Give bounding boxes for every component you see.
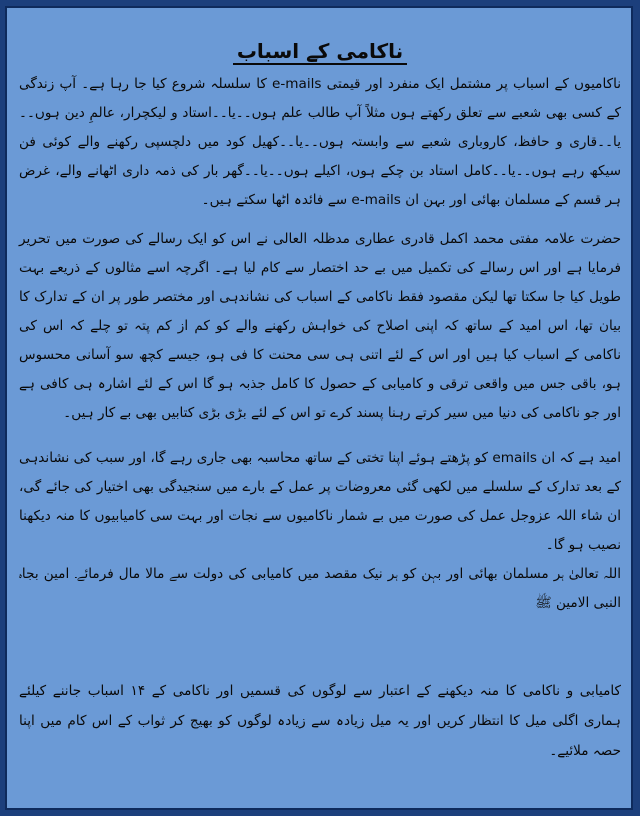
page-frame — [5, 6, 633, 810]
document-title — [19, 38, 621, 64]
prayer-paragraph: اللہ تعالیٰ ہر مسلمان بھائی اور بہن کو ہر نیک مقصد میں کامیابی کی دولت سے مالا مال فرمائے۔ امین بجاہ النبی الامین ﷺ — [19, 566, 621, 611]
author-paragraph: حضرت علامہ مفتی محمد اکمل قادری عطاری مدظلہ العالی نے اس کو ایک رسالے کی صورت میں تحریر فرمایا ہے اور اس رسالے کی تکمیل میں بے حد اختصار سے کام لیا ہے۔ اگرچہ اسے مثالوں کے ذریعے بہت طویل کیا جا سکتا تھا لیکن مقصود فقط ناکامی کے اسباب کی نشاندہی اور مختصر طور پر ان کے تدارک کا بیان تھا، اس امید کے ساتھ کہ اپنی اصلاح کی خواہش رکھنے والے کو کم از کم پتہ تو چلے کہ اس کی ناکامی کے اسباب کیا ہیں اور اس کے لئے اتنی ہی سی محنت کا فی ہو، جیسے کچھ سو آسانی محسوس ہو، باقی جس میں واقعی ترقی و کامیابی کے حصول کا کامل جذبہ ہو گا اس کے لئے اشارہ ہی کافی ہے اور جو ناکامی کی دنیا میں سیر کرتے رہنا پسند کرے تو اس کے لئے بڑی بڑی کتابیں بھی بے کار ہیں۔ — [19, 231, 621, 421]
hope-paragraph: امید ہے کہ ان emails کو پڑھتے ہوئے اپنا تختی کے ساتھ محاسبہ بھی جاری رہے گا، اور سبب کی نشاندہی کے بعد تدارک کے سلسلے میں لکھی گئی معروضات پر عمل کے بارے میں سنجیدگی بھی اختیار کی جائے گی، ان شاء اللہ عزوجل عمل کی صورت میں بے شمار ناکامیوں سے نجات اور بہت سی کامیابیوں کا منہ دیکھنا نصیب ہو گا۔ — [19, 450, 621, 553]
closing-paragraph: کامیابی و ناکامی کا منہ دیکھنے کے اعتبار سے لوگوں کی قسمیں اور ناکامی کے ۱۴ اسباب جاننے کیلئے ہماری اگلی میل کا انتظار کریں اور یہ میل زیادہ سے زیادہ لوگوں کو بھیج کر ثواب کے اس کام میں اپنا حصہ ملائیے۔ — [19, 683, 621, 759]
title-text: ناکامی کے اسباب — [233, 39, 407, 65]
document-body — [7, 38, 631, 766]
intro-paragraph: ناکامیوں کے اسباب پر مشتمل ایک منفرد اور قیمتی e-mails کا سلسلہ شروع کیا جا رہا ہے۔ آپ زندگی کے کسی بھی شعبے سے تعلق رکھتے ہوں مثلاً آپ طالب علم ہوں۔۔یا۔۔استاد و لیکچرار، عالمِ دین ہوں۔۔یا۔۔قاری و حافظ، کاروباری شعبے سے وابستہ ہوں۔۔یا۔۔کھیل کود میں دلچسپی رکھنے والے کوئی فن سیکھ رہے ہوں۔۔یا۔۔کامل استاد بن چکے ہوں، اکیلے ہوں۔۔یا۔۔گھر بار کی ذمہ داری اٹھانے والے، غرض ہر قسم کے مسلمان بھائی اور بہن ان e-mails سے فائدہ اٹھا سکتے ہیں۔ — [19, 76, 621, 208]
